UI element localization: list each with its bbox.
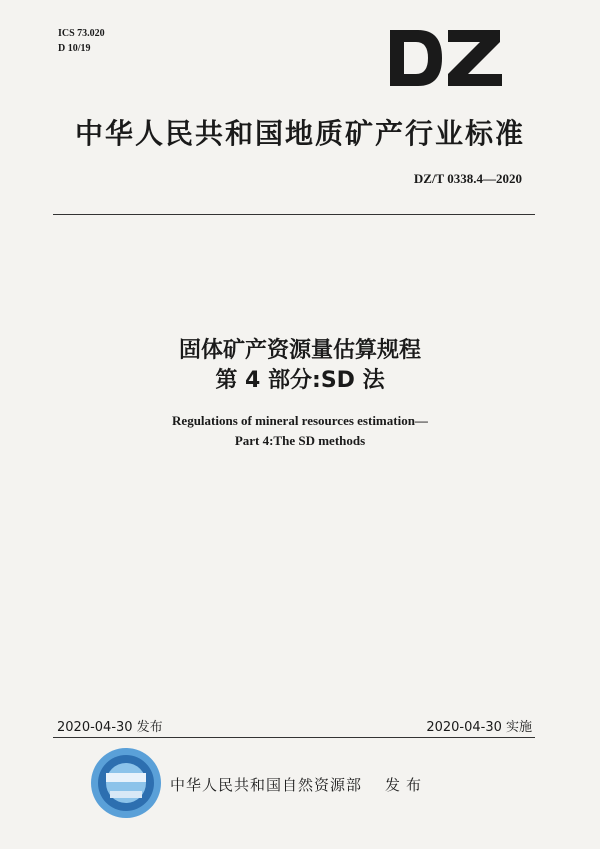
title-cn-line1: 固体矿产资源量估算规程 [178, 338, 421, 363]
ics-code: ICS 73.020 [58, 28, 105, 39]
ccs-code: D 10/19 [58, 43, 91, 54]
title-en-line1: Regulations of mineral resources estimation— [172, 413, 428, 428]
ministry-seal-icon [90, 747, 162, 819]
bottom-divider [53, 737, 535, 738]
issuer-name: 中华人民共和国自然资源部 [170, 776, 363, 794]
implementation-date: 2020-04-30 实施 [426, 720, 532, 735]
dz-logo [388, 28, 504, 88]
classification-codes [58, 26, 105, 56]
standard-category: 中华人民共和国地质矿产行业标准 [74, 117, 525, 150]
standard-number: DZ/T 0338.4—2020 [413, 171, 522, 186]
issued-label: 发布 [385, 776, 428, 794]
issue-date: 2020-04-30 发布 [57, 720, 163, 735]
title-en-line2: Part 4:The SD methods [234, 433, 366, 448]
top-divider [53, 214, 535, 215]
title-cn-line2: 第 4 部分:SD 法 [215, 368, 385, 393]
